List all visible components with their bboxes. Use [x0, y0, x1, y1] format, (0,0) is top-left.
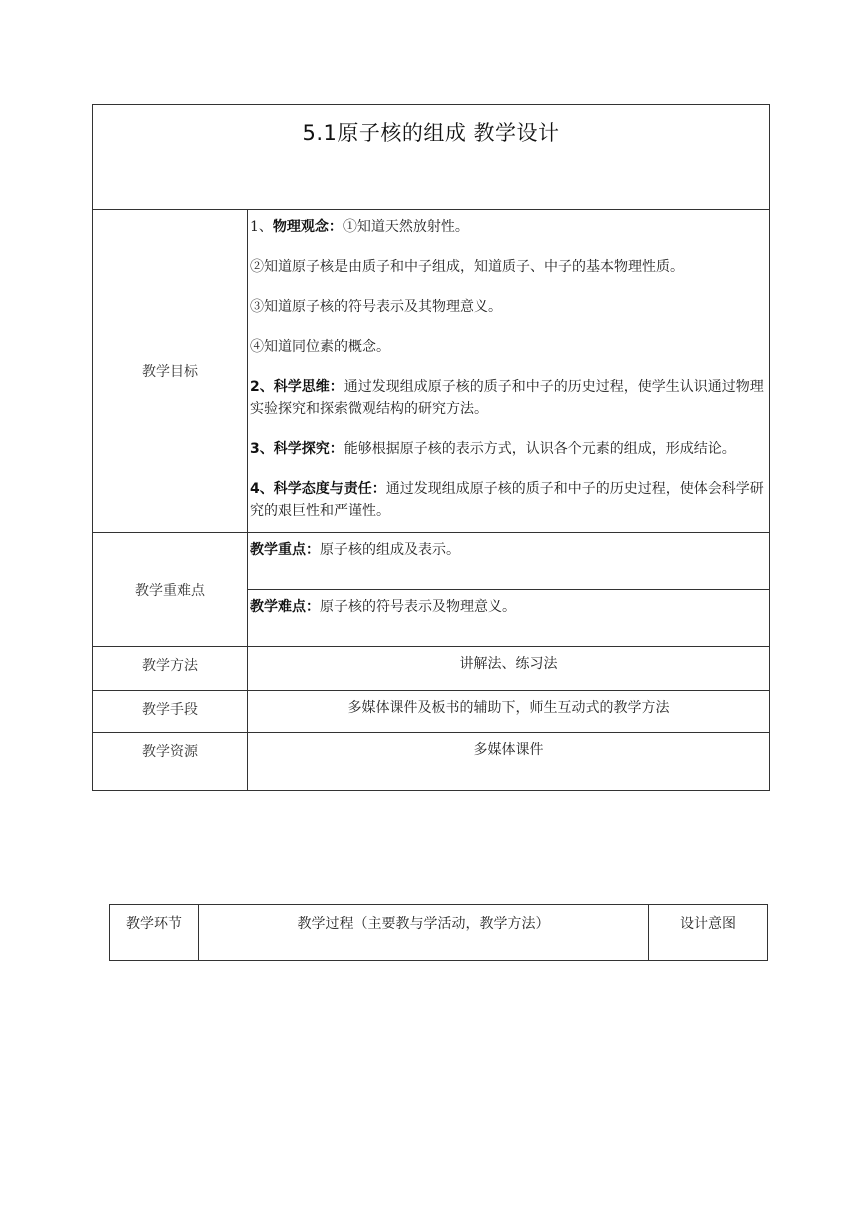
means-row [93, 691, 770, 733]
objective-text: ④知道同位素的概念。 [250, 339, 390, 355]
objective-item [250, 336, 767, 358]
objective-text: ③知道原子核的符号表示及其物理意义。 [250, 299, 502, 315]
method-value: 讲解法、练习法 [248, 647, 770, 691]
objective-heading: 4、科学态度与责任： [250, 481, 386, 497]
means-label: 教学手段 [93, 691, 248, 733]
resources-label: 教学资源 [93, 733, 248, 791]
objective-item [250, 216, 767, 238]
method-label: 教学方法 [93, 647, 248, 691]
objective-item [250, 438, 767, 460]
resources-value: 多媒体课件 [248, 733, 770, 791]
objective-text: 通过发现组成原子核的质子和中子的历史过程，使学生认识通过物理实验探究和探索微观结构的研究方法。 [250, 379, 764, 417]
objective-text: 通过发现组成原子核的质子和中子的历史过程，使体会科学研究的艰巨性和严谨性。 [250, 481, 764, 519]
process-header-intent: 设计意图 [649, 905, 768, 961]
objectives-label: 教学目标 [93, 210, 248, 533]
focus-cell [248, 533, 770, 590]
objective-text: 能够根据原子核的表示方式，认识各个元素的组成，形成结论。 [343, 441, 736, 457]
objective-heading: 物理观念： [272, 219, 343, 235]
objective-item [250, 256, 767, 278]
title-row [93, 105, 770, 210]
means-value: 多媒体课件及板书的辅助下，师生互动式的教学方法 [248, 691, 770, 733]
lesson-design-table [92, 104, 770, 791]
title-cell [93, 105, 770, 210]
difficulty-text: 原子核的符号表示及物理意义。 [320, 599, 516, 615]
process-header-stage: 教学环节 [110, 905, 199, 961]
objective-text: ②知道原子核是由质子和中子组成，知道质子、中子的基本物理性质。 [250, 259, 684, 275]
objectives-row [93, 210, 770, 533]
key-focus-row [93, 533, 770, 590]
process-header-row [110, 905, 768, 961]
document-title: 5.1原子核的组成 教学设计 [302, 121, 560, 145]
resources-row [93, 733, 770, 791]
difficulty-label: 教学难点： [250, 599, 320, 615]
teaching-process-table [109, 904, 768, 961]
objective-item [250, 478, 767, 522]
focus-text: 原子核的组成及表示。 [320, 542, 460, 558]
difficulty-cell [248, 590, 770, 647]
key-points-label: 教学重难点 [93, 533, 248, 647]
objective-prefix: 1、 [250, 219, 273, 235]
objectives-content [248, 210, 770, 533]
objective-heading: 3、科学探究： [250, 441, 344, 457]
focus-label: 教学重点： [250, 542, 320, 558]
objective-item [250, 376, 767, 420]
objective-item [250, 296, 767, 318]
process-header-process: 教学过程（主要教与学活动，教学方法） [199, 905, 649, 961]
objective-heading: 2、科学思维： [250, 379, 344, 395]
method-row [93, 647, 770, 691]
objective-text: ①知道天然放射性。 [342, 219, 469, 235]
